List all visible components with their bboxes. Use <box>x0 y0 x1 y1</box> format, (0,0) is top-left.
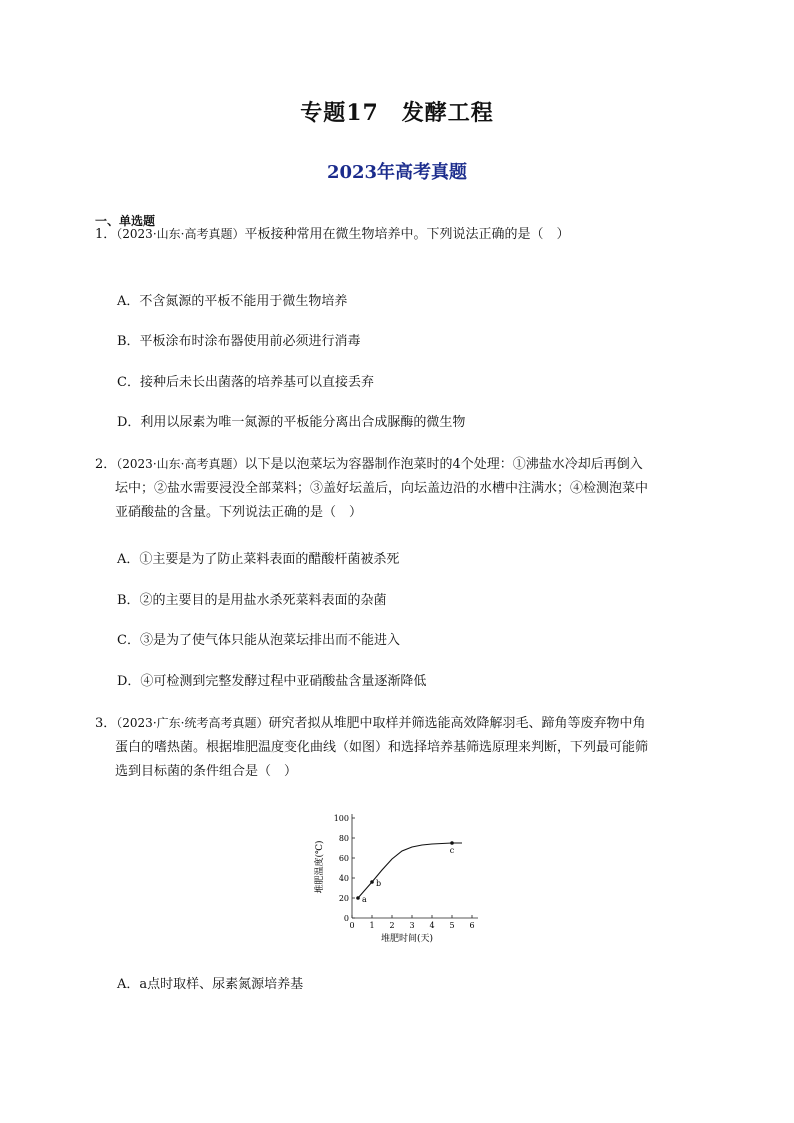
question-number: 1． <box>95 227 117 242</box>
question-2 <box>95 452 705 525</box>
option-2b: B．②的主要目的是用盐水杀死菜料表面的杂菌 <box>117 593 387 608</box>
question-1 <box>95 222 705 247</box>
option-1d: D．利用以尿素为唯一氮源的平板能分离出合成脲酶的微生物 <box>117 415 466 430</box>
x-tick-label: 5 <box>449 921 455 930</box>
question-source: （2023·山东·高考真题） <box>116 227 245 241</box>
point-label: c <box>449 846 455 855</box>
x-tick-label: 0 <box>349 921 355 930</box>
y-tick-label: 0 <box>343 914 349 923</box>
page-title: 专题17 发酵工程 <box>300 100 494 126</box>
question-stem-line: 蛋白的嗜热菌。根据堆肥温度变化曲线（如图）和选择培养基筛选原理来判断，下列最可能筛 <box>115 740 649 755</box>
x-tick-label: 2 <box>389 921 395 930</box>
question-source: （2023·山东·高考真题） <box>116 457 245 471</box>
page-subtitle: 2023年高考真题 <box>326 162 468 183</box>
x-tick-label: 4 <box>429 921 435 930</box>
point-label: a <box>362 895 367 904</box>
data-point <box>450 841 454 845</box>
series-line <box>358 843 462 898</box>
x-axis-label: 堆肥时间(天) <box>380 934 434 944</box>
question-stem-line: 研究者拟从堆肥中取样并筛选能高效降解羽毛、蹄角等废弃物中角 <box>268 716 646 731</box>
question-source: （2023·广东·统考高考真题） <box>116 716 269 730</box>
section-heading: 一、单选题 <box>95 214 156 228</box>
question-stem: 平板接种常用在微生物培养中。下列说法正确的是（ ） <box>244 227 570 242</box>
x-tick-label: 3 <box>409 921 415 930</box>
question-stem-line: 亚硝酸盐的含量。下列说法正确的是（ ） <box>115 505 363 520</box>
option-1c: C．接种后未长出菌落的培养基可以直接丢弃 <box>117 375 374 390</box>
point-label: b <box>376 879 382 888</box>
question-3 <box>95 711 705 784</box>
y-tick-label: 100 <box>333 814 349 823</box>
option-1a: A．不含氮源的平板不能用于微生物培养 <box>117 294 348 309</box>
question-stem-line: 选到目标菌的条件组合是（ ） <box>115 764 298 779</box>
x-tick-label: 6 <box>469 921 475 930</box>
y-tick-label: 40 <box>338 874 349 883</box>
option-3a: A．a点时取样、尿素氮源培养基 <box>117 977 304 992</box>
question-number: 3． <box>95 716 117 731</box>
y-tick-label: 60 <box>338 854 349 863</box>
option-1b: B．平板涂布时涂布器使用前必须进行消毒 <box>117 334 361 349</box>
compost-temperature-chart <box>310 805 490 945</box>
y-tick-label: 80 <box>338 834 349 843</box>
question-stem-line: 以下是以泡菜坛为容器制作泡菜时的4个处理：①沸盐水冷却后再倒入 <box>244 457 643 472</box>
x-tick-label: 1 <box>369 921 375 930</box>
y-tick-label: 20 <box>338 894 349 903</box>
data-point <box>356 896 360 900</box>
option-2c: C．③是为了使气体只能从泡菜坛排出而不能进入 <box>117 633 400 648</box>
data-point <box>370 880 374 884</box>
option-2a: A．①主要是为了防止菜料表面的醋酸杆菌被杀死 <box>117 552 400 567</box>
question-stem-line: 坛中；②盐水需要浸没全部菜料；③盖好坛盖后，向坛盖边沿的水槽中注满水；④检测泡菜中 <box>115 481 649 496</box>
question-number: 2． <box>95 457 117 472</box>
y-axis-label: 堆肥温度(℃) <box>315 840 325 894</box>
option-2d: D．④可检测到完整发酵过程中亚硝酸盐含量逐渐降低 <box>117 674 427 689</box>
